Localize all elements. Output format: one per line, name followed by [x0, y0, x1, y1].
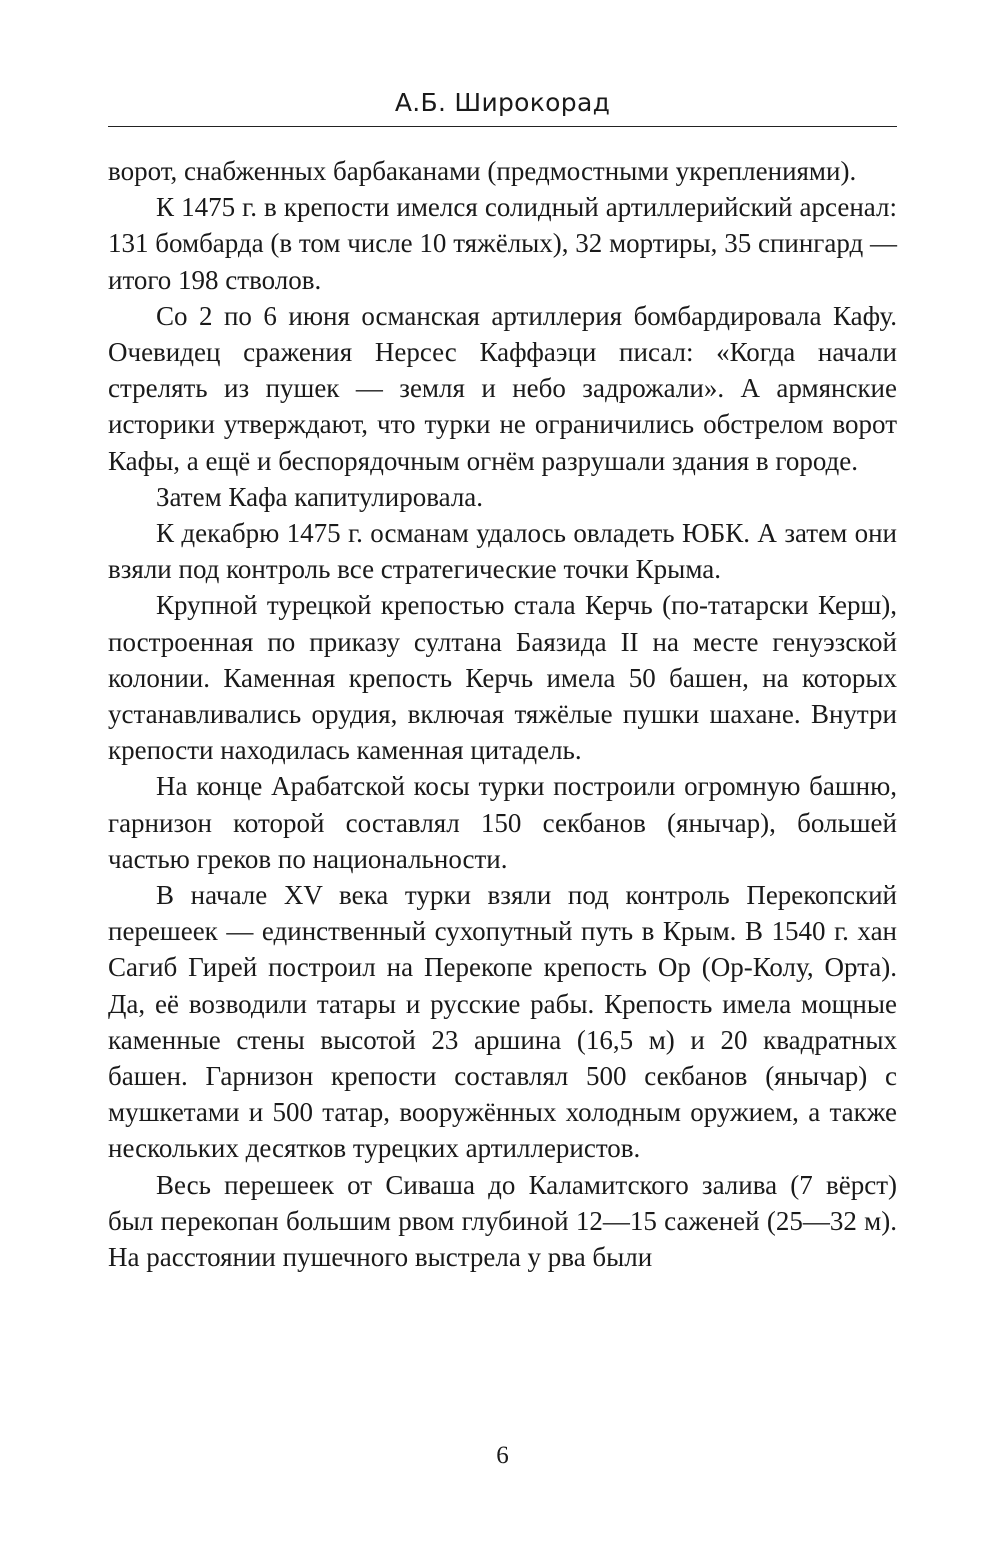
header-rule: [108, 126, 897, 127]
paragraph: Весь перешеек от Сиваша до Каламитского залива (7 вёрст) был перекопан большим рвом глубиной 12—15 саженей (25—32 м). На расстоянии пушечного выстрела у рва были: [108, 1169, 897, 1273]
body-text: [108, 153, 897, 1275]
paragraph: ворот, снабженных барбаканами (предмостными укреплениями).: [108, 156, 857, 186]
paragraph: На конце Арабатской косы турки построили огромную башню, гарнизон которой составлял 150 секбанов (янычар), большей частью греков по национальности.: [108, 771, 897, 874]
page-number: 6: [496, 1442, 509, 1469]
running-head-author: А.Б. Широкорад: [394, 88, 611, 117]
paragraph: К 1475 г. в крепости имелся солидный артиллерийский арсенал: 131 бомбарда (в том числе 10 тяжёлых), 32 мортиры, 35 спингард — итого 198 стволов.: [108, 192, 897, 295]
paragraph: К декабрю 1475 г. османам удалось овладеть ЮБК. А затем они взяли под контроль все стратегические точки Крыма.: [108, 518, 897, 585]
paragraph: В начале XV века турки взяли под контроль Перекопский перешеек — единственный сухопутный путь в Крым. В 1540 г. хан Сагиб Гирей построил на Перекопе крепость Ор (Ор-Колу, Орта). Да, её возводили татары и русские рабы. Крепость имела мощные каменные стены высотой 23 аршина (16,5 м) и 20 квадратных башен. Гарнизон крепости составлял 500 секбанов (янычар) с мушкетами и 500 татар, вооружённых холодным оружием, а также нескольких десятков турецких артиллеристов.: [108, 880, 897, 1164]
paragraph: Крупной турецкой крепостью стала Керчь (по-татарски Керш), построенная по приказу султана Баязида II на месте генуэзской колонии. Каменная крепость Керчь имела 50 башен, на которых устанавливались орудия, включая тяжёлые пушки шахане. Внутри крепости находилась каменная цитадель.: [108, 590, 897, 766]
paragraph: Затем Кафа капитулировала.: [156, 481, 484, 512]
paragraph: Со 2 по 6 июня османская артиллерия бомбардировала Кафу. Очевидец сражения Нерсес Каффаэци писал: «Когда начали стрелять из пушек — земля и небо задрожали». А армянские историки утверждают, что турки не ограничились обстрелом ворот Кафы, а ещё и беспорядочным огнём разрушали здания в городе.: [108, 300, 897, 476]
